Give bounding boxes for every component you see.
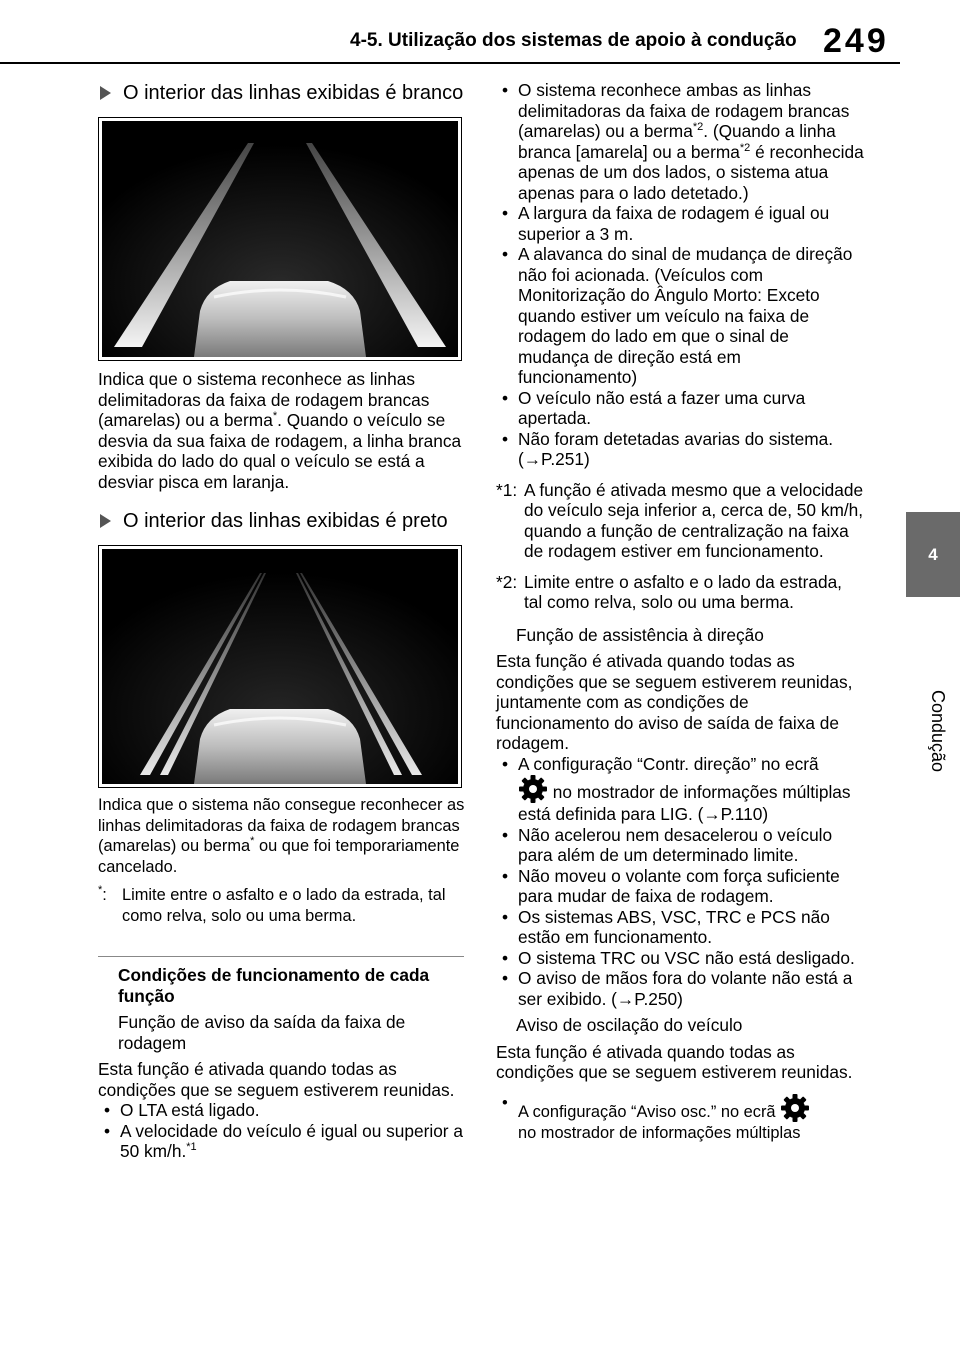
chapter-label: Condução — [928, 690, 948, 773]
list-item: • A velocidade do veículo é igual ou superior a 50 km/h.$^{*1}$ — [98, 1121, 468, 1162]
header-rule — [0, 62, 900, 64]
lane-display-black-illustration — [102, 549, 458, 784]
func3-conditions — [496, 1093, 864, 1144]
para-white-lines: Indica que o sistema reconhece as linhas delimitadoras da faixa de rodagem brancas (amarelas) ou a berma*. Quando o veículo se desvia da sua faixa de rodagem, a linha branca exibida do lado do qual o veículo se está a desviar pisca em laranja. — [98, 369, 462, 492]
lane-display-white-illustration — [102, 121, 458, 357]
func2-title: Função de assistência à direção — [516, 624, 764, 645]
list-item: • O sistema reconhece ambas as linhas delimitadoras da faixa de rodagem brancas (amarelas) ou a berma$^{*2}$. (Quando a linha branca [amarela] ou a berma$^{*2}$ é reconhecida apenas de um dos lados, o sistema atua apenas para o lado detetado.) — [496, 80, 864, 203]
func3-intro: Esta função é ativada quando todas as condições que se seguem estiverem reunidas. — [496, 1041, 853, 1082]
conditions-heading: Condições de funcionamento de cada função — [118, 965, 430, 1006]
list-item: • O LTA está ligado. — [98, 1100, 468, 1121]
vehicle-icon — [194, 709, 366, 784]
figure-black-lines — [98, 545, 462, 788]
func1-conditions — [98, 1100, 468, 1162]
list-item: • A largura da faixa de rodagem é igual ou superior a 3 m. — [496, 203, 864, 244]
para-black-lines: Indica que o sistema não consegue reconhecer as linhas delimitadoras da faixa de rodagem brancas (amarelas) ou berma* ou que foi temporariamente cancelado. — [98, 796, 465, 876]
list-item: • A configuração “Aviso osc.” no ecrã no mostrador de informações múltiplas — [496, 1093, 864, 1144]
heading-black-lines: O interior das linhas exibidas é preto — [98, 510, 468, 532]
gear-icon — [518, 774, 548, 804]
list-item: • O veículo não está a fazer uma curva apertada. — [496, 388, 864, 429]
heading-white-lines: O interior das linhas exibidas é branco — [98, 82, 468, 104]
footnote-1: *1: A função é ativada mesmo que a velocidade do veículo seja inferior a, cerca de, 50 km/h, quando a função de centralização na faixa de rodagem estiver em funcionamento. — [496, 479, 864, 561]
list-item: • O sistema TRC ou VSC não está desligado. — [496, 948, 864, 969]
footnote-2: *2: Limite entre o asfalto e o lado da estrada, tal como relva, solo ou uma berma. — [496, 571, 842, 612]
list-item: • Não moveu o volante com força suficiente para mudar de faixa de rodagem. — [496, 866, 864, 907]
func1-intro: Esta função é ativada quando todas as condições que se seguem estiverem reunidas. — [98, 1059, 455, 1100]
subheading-triangle-icon — [100, 514, 111, 528]
page-number: 249 — [823, 22, 889, 60]
section-divider — [98, 956, 464, 957]
func2-intro: Esta função é ativada quando todas as condições que se seguem estiverem reunidas, juntamente com as condições de funcionamento do aviso de saída de faixa de rodagem. — [496, 651, 853, 753]
vehicle-icon — [194, 281, 366, 357]
subheading-triangle-icon — [100, 86, 111, 100]
figure-white-lines — [98, 117, 462, 361]
chapter-tab[interactable] — [906, 512, 960, 597]
list-item: • Não foram detetadas avarias do sistema. (→P.251) — [496, 429, 864, 470]
list-item: • O aviso de mãos fora do volante não está a ser exibido. (→P.250) — [496, 968, 864, 1009]
section-title: 4-5. Utilização dos sistemas de apoio à condução — [350, 30, 797, 51]
right-column — [496, 80, 864, 1143]
left-column — [98, 82, 468, 1162]
list-item: • Os sistemas ABS, VSC, TRC e PCS não estão em funcionamento. — [496, 907, 864, 948]
func3-title: Aviso de oscilação do veículo — [516, 1015, 743, 1035]
list-item: • Não acelerou nem desacelerou o veículo para além de um determinado limite. — [496, 825, 864, 866]
asterisk-note: *: Limite entre o asfalto e o lado da estrada, tal como relva, solo ou uma berma. — [98, 884, 446, 925]
func2-conditions — [496, 754, 864, 1010]
list-item: • A alavanca do sinal de mudança de direção não foi acionada. (Veículos com Monitorização do Ângulo Morto: Exceto quando estiver um veículo na faixa de rodagem do lado em que o sinal de mudança de direção está em funcionamento) — [496, 244, 864, 388]
func1-title: Função de aviso da saída da faixa de rodagem — [118, 1012, 406, 1053]
chapter-number: 4 — [928, 544, 938, 564]
list-item: • A configuração “Contr. direção” no ecrã no mostrador de informações múltiplas está definida para LIG. (→P.110) — [496, 754, 864, 825]
gear-icon — [780, 1093, 810, 1123]
func1-conditions-cont — [496, 80, 864, 470]
